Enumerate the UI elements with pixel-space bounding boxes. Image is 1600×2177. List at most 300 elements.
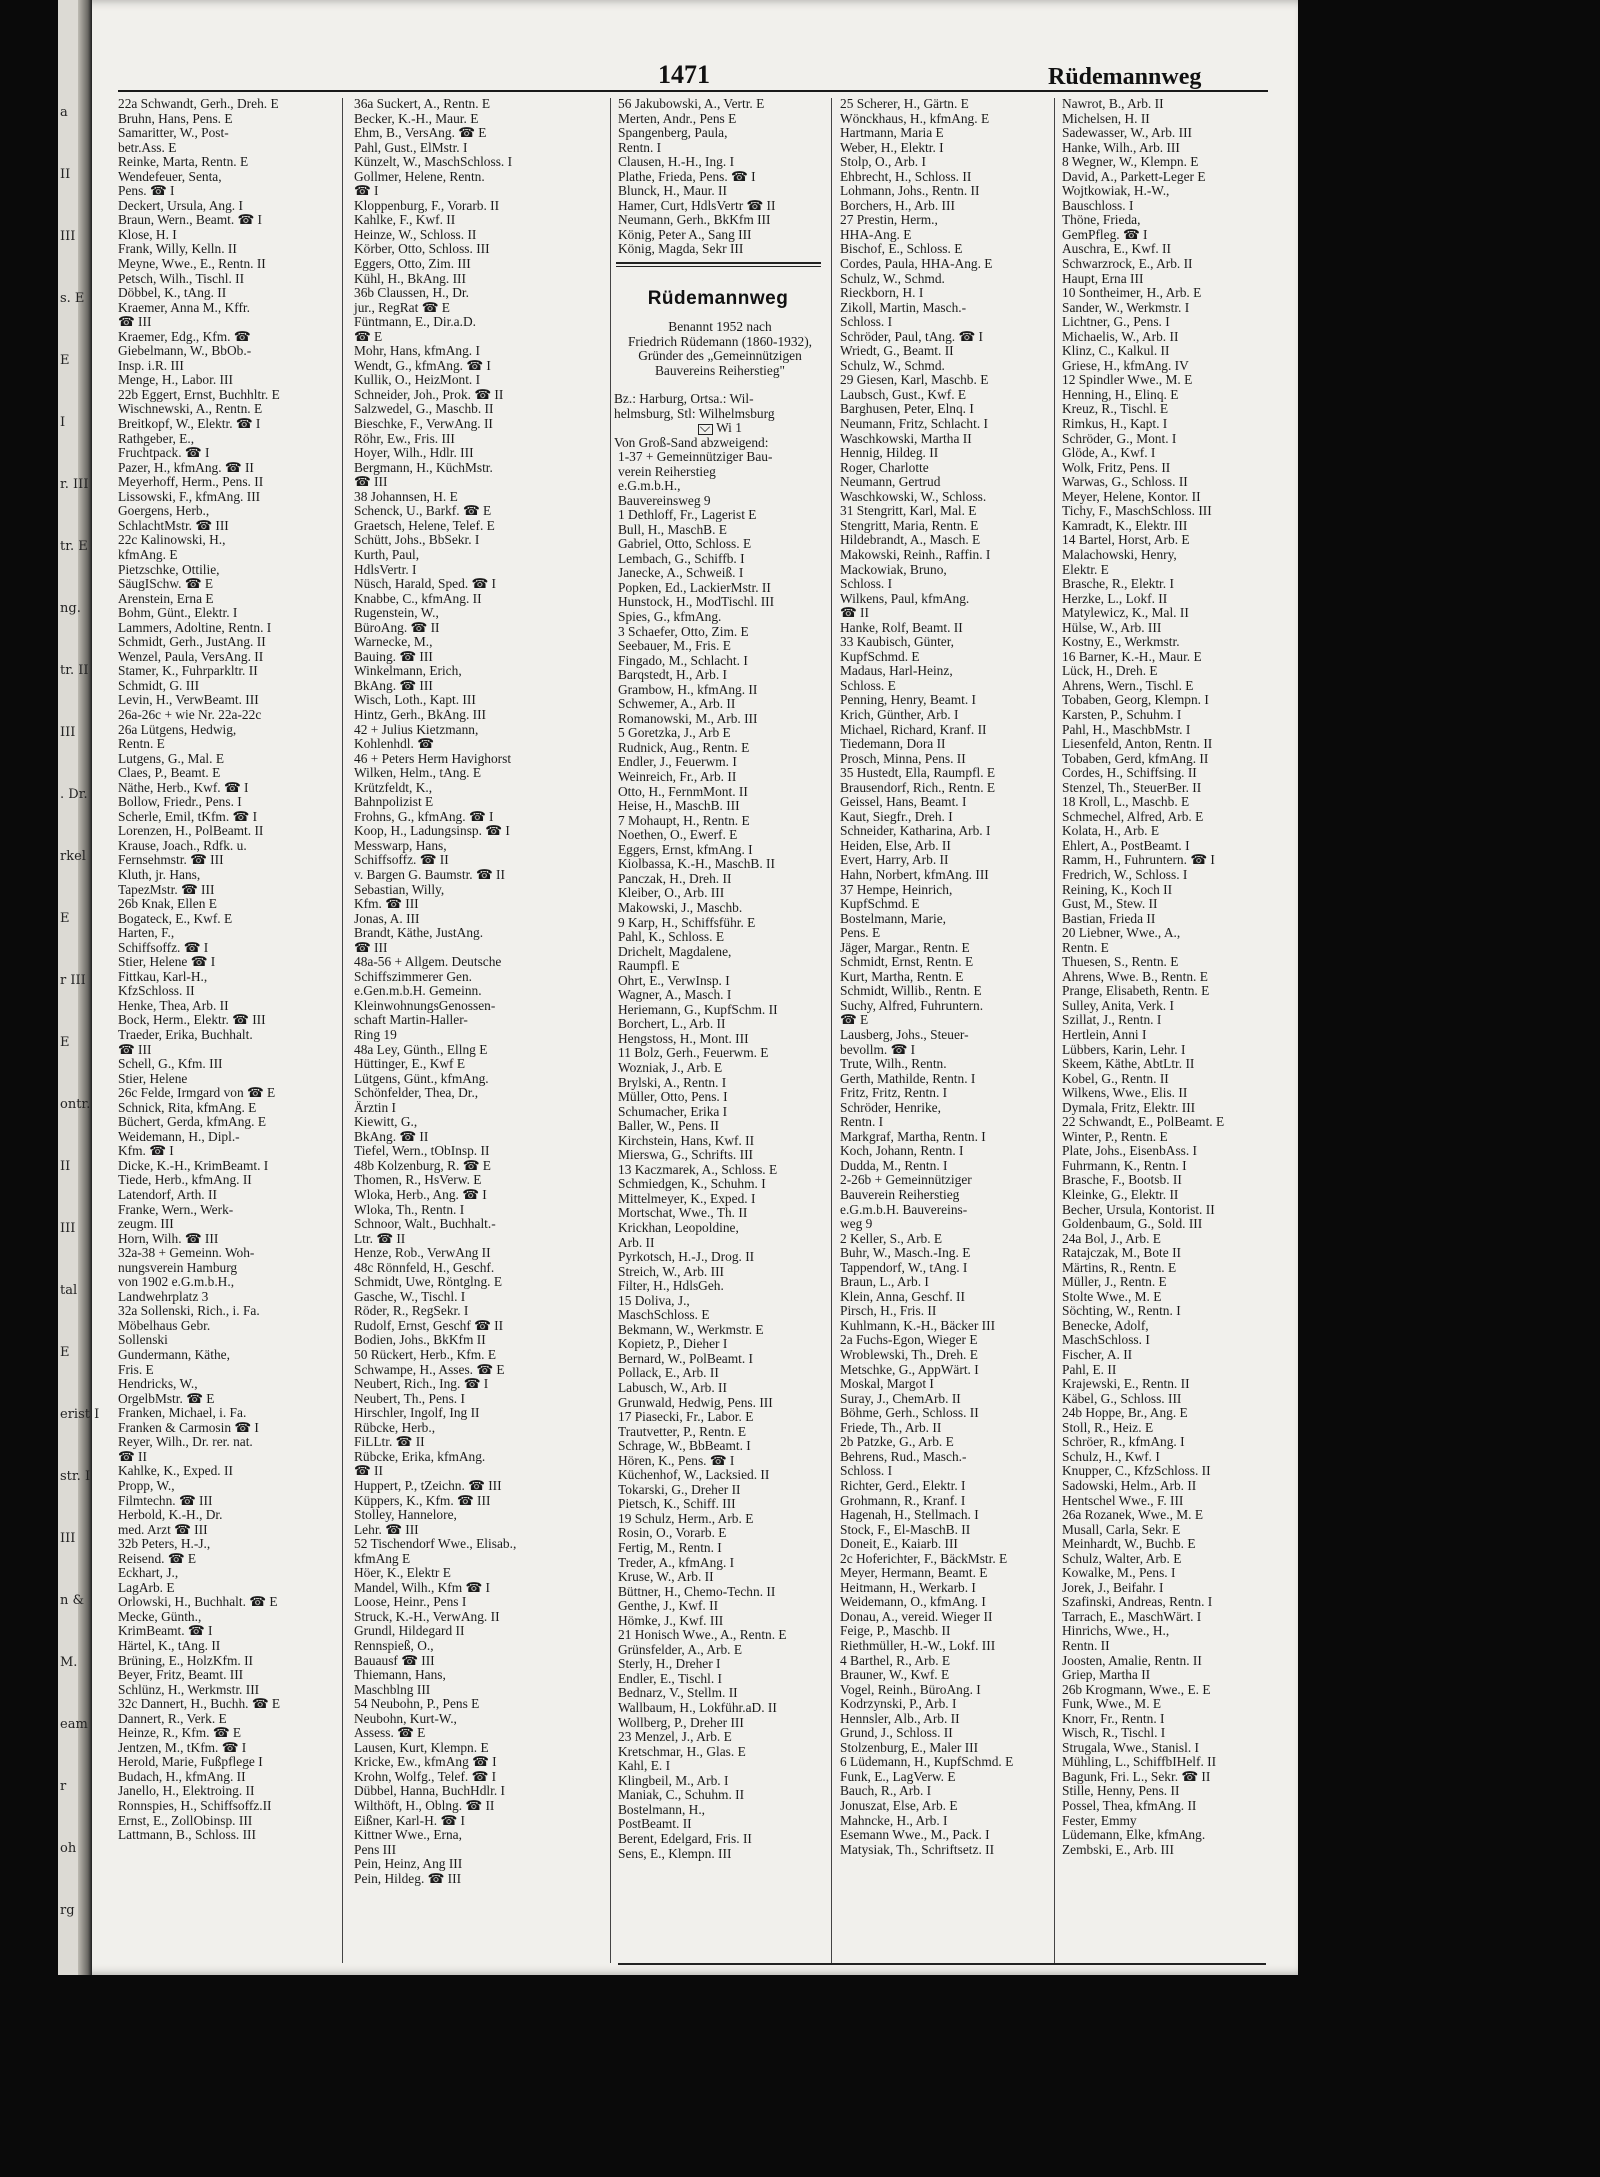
directory-entry: Kahlke, K., Exped. II (118, 1463, 233, 1479)
directory-entry: Stille, Henny, Pens. II (1062, 1783, 1180, 1799)
directory-entry: Kreuz, R., Tischl. E (1062, 401, 1169, 417)
directory-entry: Schiffszimmerer Gen. (354, 968, 472, 984)
directory-entry: Bock, Herm., Elektr. ☎ III (118, 1012, 266, 1028)
directory-entry: Nüsch, Harald, Sped. ☎ I (354, 576, 497, 592)
directory-entry: Thöne, Frieda, (1062, 212, 1141, 228)
directory-entry: Braun, L., Arb. I (840, 1274, 929, 1290)
directory-entry: e.G.m.b.H. Bauvereins- (840, 1201, 968, 1217)
street-info-line: helmsburg, Stl: Wilhelmsburg (614, 405, 775, 421)
street-intro-line: Benannt 1952 nach (668, 319, 772, 334)
directory-entry: Klingbeil, M., Arb. I (618, 1772, 729, 1788)
directory-entry: Arb. II (618, 1234, 655, 1250)
directory-entry: SäugISchw. ☎ E (118, 576, 214, 592)
directory-entry: Klein, Anna, Geschf. II (840, 1288, 965, 1304)
directory-entry: 17 Piasecki, Fr., Labor. E (618, 1409, 754, 1425)
directory-entry: Grambow, H., kfmAng. II (618, 681, 758, 697)
directory-entry: kfmAng. E (118, 546, 178, 562)
directory-entry: Buhr, W., Masch.-Ing. E (840, 1245, 971, 1261)
directory-entry: Samaritter, W., Post- (118, 125, 229, 141)
directory-entry: Seebauer, M., Fris. E (618, 638, 731, 654)
directory-entry: 48b Kolzenburg, R. ☎ E (354, 1157, 491, 1173)
directory-entry: Wloka, Herb., Ang. ☎ I (354, 1187, 487, 1203)
directory-entry: Härtel, K., tAng. II (118, 1637, 221, 1653)
directory-entry: Dübbel, Hanna, BuchHdlr. I (354, 1783, 505, 1799)
directory-entry: v. Bargen G. Baumstr. ☎ II (354, 866, 505, 882)
directory-entry: Heinze, W., Schloss. II (354, 226, 477, 242)
directory-entry: Kirchstein, Hans, Kwf. II (618, 1132, 755, 1148)
directory-entry: Giebelmann, W., BbOb.- (118, 343, 252, 359)
directory-entry: Hintz, Gerh., BkAng. III (354, 706, 487, 722)
directory-entry: Grundl, Hildegard II (354, 1623, 465, 1639)
directory-entry: 2b Patzke, G., Arb. E (840, 1434, 954, 1450)
directory-entry: Mecke, Günth., (118, 1608, 202, 1624)
directory-entry: König, Magda, Sekr III (618, 241, 744, 257)
directory-entry: Braun, Wern., Beamt. ☎ I (118, 212, 263, 228)
directory-entry: Schröder, Henrike, (840, 1099, 941, 1115)
directory-entry: Lichtner, G., Pens. I (1062, 314, 1170, 330)
directory-entry: Kolata, H., Arb. E (1062, 823, 1160, 839)
directory-entry: 38 Johannsen, H. E (354, 488, 458, 504)
directory-entry: Penning, Henry, Beamt. I (840, 692, 976, 708)
directory-entry: Schwarzrock, E., Arb. II (1062, 256, 1193, 272)
previous-page-fragment: a (60, 105, 68, 120)
previous-page-fragment: E (60, 911, 70, 926)
directory-entry: Bieschke, F., VerwAng. II (354, 416, 493, 432)
directory-entry: Lehr. ☎ III (354, 1521, 419, 1537)
directory-entry: Bogateck, E., Kwf. E (118, 910, 233, 926)
directory-entry: Benecke, Adolf, (1062, 1317, 1149, 1333)
directory-entry: Weinreich, Fr., Arb. II (618, 769, 737, 785)
directory-entry: Schloss. I (840, 314, 893, 330)
directory-entry: Zembski, E., Arb. III (1062, 1841, 1174, 1857)
directory-entry: Schröder, G., Mont. I (1062, 430, 1177, 446)
directory-entry: Schmiedgen, K., Schuhm. I (618, 1176, 766, 1192)
directory-entry: Feige, P., Maschb. II (840, 1623, 951, 1639)
directory-entry: Schnoor, Walt., Buchhalt.- (354, 1216, 496, 1232)
directory-entry: Struck, K.-H., VerwAng. II (354, 1608, 500, 1624)
directory-entry: 36a Suckert, A., Rentn. E (354, 96, 491, 111)
directory-entry: Meinhardt, W., Buchb. E (1062, 1536, 1196, 1552)
directory-entry: Schulz, W., Schmd. (840, 357, 945, 373)
directory-entry: Märtins, R., Rentn. E (1062, 1259, 1177, 1275)
previous-page-fragment: r (60, 1779, 67, 1794)
directory-entry: Janello, H., Elektroing. II (118, 1783, 255, 1799)
previous-page-fragment: n & (60, 1593, 85, 1608)
column-1 (118, 97, 328, 1843)
directory-entry: Tobaben, Georg, Klempn. I (1062, 692, 1209, 708)
directory-entry: Küppers, K., Kfm. ☎ III (354, 1492, 491, 1508)
street-intro-line: Friedrich Rüdemann (1860-1932), (627, 333, 813, 349)
directory-entry: Rentn. I (840, 1114, 884, 1130)
directory-entry: Kurt, Martha, Rentn. E (840, 968, 964, 984)
directory-entry: 20 Liebner, Wwe., A., (1062, 925, 1181, 941)
postal-district: Wi 1 (716, 420, 742, 436)
directory-entry: Lück, H., Dreh. E (1062, 663, 1158, 679)
directory-entry: Jorek, J., Beifahr. I (1062, 1579, 1164, 1595)
directory-entry: e.G.m.b.H., (618, 478, 681, 494)
directory-entry: Gerth, Mathilde, Rentn. I (840, 1070, 976, 1086)
directory-entry: zeugm. III (118, 1216, 174, 1232)
directory-entry: OrgelbMstr. ☎ E (118, 1390, 215, 1406)
directory-entry: Becker, K.-H., Maur. E (354, 110, 479, 126)
directory-entry: Hamer, Curt, HdlsVertr ☎ II (618, 197, 776, 213)
directory-entry: Rübcke, Erika, kfmAng. (354, 1448, 486, 1464)
directory-entry: Mackowiak, Bruno, (840, 561, 947, 577)
directory-entry: Mahncke, H., Arb. I (840, 1812, 948, 1828)
directory-entry: Wendt, G., kfmAng. ☎ I (354, 357, 491, 373)
directory-entry: Kluth, jr. Hans, (118, 866, 201, 882)
directory-entry: 1 Dethloff, Fr., Lagerist E (618, 507, 757, 523)
directory-entry: 35 Hustedt, Ella, Raumpfl. E (840, 765, 996, 781)
directory-entry: Ratajczak, M., Bote II (1062, 1245, 1181, 1261)
directory-entry: Noethen, O., Ewerf. E (618, 827, 738, 843)
directory-entry: Kfm. ☎ I (118, 1143, 174, 1159)
directory-entry: Richter, Gerd., Elektr. I (840, 1477, 966, 1493)
directory-entry: Knabbe, C., kfmAng. II (354, 590, 482, 606)
directory-entry: 21 Honisch Wwe., A., Rentn. E (618, 1627, 787, 1643)
directory-entry: Pazer, H., kfmAng. ☎ II (118, 459, 254, 475)
directory-entry: Pein, Hildeg. ☎ III (354, 1870, 462, 1886)
directory-entry: Koop, H., Ladungsinsp. ☎ I (354, 823, 510, 839)
directory-entry: Wolk, Fritz, Pens. II (1062, 459, 1171, 475)
directory-entry: Michaelis, W., Arb. II (1062, 328, 1179, 344)
directory-entry: Blunck, H., Maur. II (618, 183, 727, 199)
column-2 (354, 97, 602, 1886)
column-divider (1054, 98, 1055, 1963)
directory-entry: Wojtkowiak, H.-W., (1062, 183, 1170, 199)
directory-entry: 32a-38 + Gemeinn. Woh- (118, 1245, 255, 1261)
directory-entry: Brauner, W., Kwf. E (840, 1667, 950, 1683)
directory-entry: Kohlenhdl. ☎ (354, 736, 434, 752)
directory-entry: Wilkens, Wwe., Elis. II (1062, 1085, 1188, 1101)
directory-entry: Bagunk, Fri. L., Sekr. ☎ II (1062, 1768, 1211, 1784)
directory-entry: Pens III (354, 1841, 397, 1857)
directory-entry: David, A., Parkett-Leger E (1062, 168, 1206, 184)
directory-entry: Fritz, Fritz, Rentn. I (840, 1085, 948, 1101)
directory-entry: MaschSchloss. I (1062, 1332, 1150, 1348)
directory-entry: Müller, J., Rentn. E (1062, 1274, 1167, 1290)
column-5 (1062, 97, 1277, 1857)
directory-entry: Schmechel, Alfred, Arb. E (1062, 808, 1204, 824)
directory-entry: 25 Scherer, H., Gärtn. E (840, 96, 969, 111)
directory-entry: Müller, Otto, Pens. I (618, 1089, 728, 1105)
directory-entry: Thuesen, S., Rentn. E (1062, 954, 1179, 970)
directory-entry: 26a-26c + wie Nr. 22a-22c (118, 706, 262, 722)
directory-entry: Möbelhaus Gebr. (118, 1317, 211, 1333)
previous-page-fragment: s. E (60, 291, 85, 306)
directory-entry: Borchert, L., Arb. II (618, 1016, 726, 1032)
directory-entry: weg 9 (840, 1216, 873, 1232)
directory-entry: Maniak, C., Schuhm. II (618, 1787, 745, 1803)
directory-entry: 2c Hoferichter, F., BäckMstr. E (840, 1550, 1008, 1566)
directory-entry: Hoyer, Wilh., Hdlr. III (354, 445, 474, 461)
directory-entry: Panczak, H., Dreh. II (618, 870, 732, 886)
directory-entry: 32c Dannert, H., Buchh. ☎ E (118, 1696, 281, 1712)
directory-entry: Knupper, C., KfzSchloss. II (1062, 1463, 1211, 1479)
directory-entry: Suray, J., ChemArb. II (840, 1390, 961, 1406)
directory-entry: Lausberg, Johs., Steuer- (840, 1027, 969, 1042)
directory-entry: Rugenstein, W., (354, 605, 439, 621)
directory-entry: Krickhan, Leopoldine, (618, 1219, 739, 1235)
directory-entry: Gabriel, Otto, Schloss. E (618, 536, 752, 552)
street-intro (614, 320, 826, 378)
directory-entry: Neubert, Rich., Ing. ☎ I (354, 1376, 489, 1392)
directory-entry: ☎ II (840, 605, 869, 621)
directory-entry: Heinze, R., Kfm. ☎ E (118, 1725, 242, 1741)
directory-entry: Pahl, H., MaschbMstr. I (1062, 721, 1191, 737)
directory-entry: Breitkopf, W., Elektr. ☎ I (118, 416, 261, 432)
directory-entry: 27 Prestin, Herm., (840, 212, 938, 228)
directory-entry: 26a Lütgens, Hedwig, (118, 721, 237, 737)
directory-entry: Filter, H., HdlsGeh. (618, 1278, 724, 1294)
directory-entry: Barqstedt, H., Arb. I (618, 667, 727, 683)
directory-entry: 24a Bol, J., Arb. E (1062, 1230, 1161, 1246)
directory-entry: Reinke, Marta, Rentn. E (118, 154, 249, 170)
header-rule (118, 90, 1268, 92)
directory-entry: Assess. ☎ E (354, 1725, 426, 1741)
directory-entry: Maschblng III (354, 1681, 431, 1697)
directory-entry: MaschSchloss. E (618, 1307, 710, 1323)
directory-entry: 3 Schaefer, Otto, Zim. E (618, 623, 749, 639)
directory-entry: Bostelmann, H., (618, 1801, 706, 1817)
directory-entry: KupfSchmd. E (840, 648, 920, 664)
directory-entry: Fuhrmann, K., Rentn. I (1062, 1157, 1187, 1173)
previous-page-fragment: tr. II (60, 663, 89, 678)
previous-page-fragment: r III (60, 973, 86, 988)
directory-entry: KupfSchmd. E (840, 896, 920, 912)
directory-entry: Possel, Thea, kfmAng. II (1062, 1797, 1197, 1813)
directory-entry: Szillat, J., Rentn. I (1062, 1012, 1162, 1028)
directory-entry: Rimkus, H., Kapt. I (1062, 416, 1168, 432)
directory-entry: TapezMstr. ☎ III (118, 881, 215, 897)
directory-entry: Stolzenburg, E., Maler III (840, 1739, 979, 1755)
directory-entry: Hendricks, W., (118, 1376, 198, 1392)
directory-entry: Liesenfeld, Anton, Rentn. II (1062, 736, 1213, 752)
directory-entry: 26b Knak, Ellen E (118, 896, 217, 912)
directory-entry: Jonas, A. III (354, 910, 420, 926)
directory-entry: Meyer, Helene, Kontor. II (1062, 488, 1201, 504)
directory-entry: 26c Felde, Irmgard von ☎ E (118, 1085, 276, 1101)
directory-entry: 22a Schwandt, Gerh., Dreh. E (118, 96, 279, 111)
directory-entry: Thiemann, Hans, (354, 1667, 446, 1683)
directory-entry: Söchting, W., Rentn. I (1062, 1303, 1181, 1319)
previous-page-fragment: III (60, 229, 76, 244)
directory-entry: Sadewasser, W., Arb. III (1062, 125, 1192, 141)
directory-entry: Bauverein Reiherstieg (840, 1187, 960, 1203)
previous-page-fragment: erist I (60, 1407, 100, 1422)
bottom-rule (618, 1963, 1266, 1965)
directory-entry: Hahn, Norbert, kfmAng. III (840, 866, 989, 882)
directory-entry: Rentn. E (118, 736, 165, 752)
directory-entry: Spangenberg, Paula, (618, 125, 728, 141)
directory-entry: Fernsehmstr. ☎ III (118, 852, 224, 868)
directory-entry: Wisch, R., Tischl. I (1062, 1725, 1166, 1741)
directory-entry: kfmAng E (354, 1550, 411, 1566)
directory-entry: Fredrich, W., Schloss. I (1062, 866, 1188, 882)
directory-entry: Fester, Emmy (1062, 1812, 1137, 1828)
directory-entry: Gollmer, Helene, Rentn. (354, 168, 485, 184)
directory-entry: Schell, G., Kfm. III (118, 1056, 223, 1072)
directory-entry: Wloka, Th., Rentn. I (354, 1201, 465, 1217)
directory-entry: Trautvetter, P., Rentn. E (618, 1423, 747, 1439)
directory-entry: Ehbrecht, H., Schloss. II (840, 168, 972, 184)
directory-entry: Funk, E., LagVerw. E (840, 1768, 956, 1784)
directory-entry: Wroblewski, Th., Dreh. E (840, 1347, 978, 1363)
street-intro-line: Gründer des „Gemeinnützigen (638, 348, 802, 364)
directory-entry: Sebastian, Willy, (354, 881, 445, 897)
column-4 (840, 97, 1048, 1857)
directory-entry: Prosch, Minna, Pens. II (840, 750, 966, 766)
directory-entry: Schumacher, Erika I (618, 1103, 728, 1119)
directory-entry: Karsten, P., Schuhm. I (1062, 706, 1182, 722)
directory-entry: Ramm, H., Fuhruntern. ☎ I (1062, 852, 1215, 868)
directory-entry: Cordes, Paula, HHA-Ang. E (840, 256, 993, 272)
directory-entry: Schwemer, A., Arb. II (618, 696, 736, 712)
directory-entry: 19 Schulz, Herm., Arb. E (618, 1510, 754, 1526)
directory-entry: Frank, Willy, Kelln. II (118, 241, 237, 257)
directory-entry: Hinrichs, Wwe., H., (1062, 1623, 1170, 1639)
previous-page-fragment: ontr. (60, 1097, 91, 1112)
previous-page-fragment: II (60, 167, 71, 182)
directory-entry: Menge, H., Labor. III (118, 372, 233, 388)
directory-entry: Schneider, Katharina, Arb. I (840, 823, 991, 839)
directory-entry: ☎ I (354, 183, 379, 199)
directory-entry: Lembach, G., Schiffb. I (618, 550, 745, 566)
directory-entry: Sander, W., Werkmstr. I (1062, 299, 1190, 315)
directory-entry: GemPfleg. ☎ I (1062, 226, 1148, 242)
directory-entry: Metschke, G., AppWärt. I (840, 1361, 979, 1377)
directory-entry: Dudda, M., Rentn. I (840, 1157, 948, 1173)
directory-entry: 7 Mohaupt, H., Rentn. E (618, 812, 750, 828)
directory-entry: Hennsler, Alb., Arb. II (840, 1710, 960, 1726)
directory-entry: Heise, H., MaschB. III (618, 798, 740, 814)
directory-entry: Insp. i.R. III (118, 357, 184, 373)
directory-entry: Lissowski, F., kfmAng. III (118, 488, 261, 504)
directory-entry: Hören, K., Pens. ☎ I (618, 1452, 735, 1468)
directory-entry: Warnecke, M., (354, 634, 433, 650)
directory-entry: 32b Peters, H.-J., (118, 1536, 211, 1552)
directory-entry: Bednarz, V., Stellm. II (618, 1685, 738, 1701)
directory-entry: Wönckhaus, H., kfmAng. E (840, 110, 990, 126)
directory-entry: Lütgens, Günt., kfmAng. (354, 1070, 489, 1086)
directory-entry: Plate, Johs., EisenbAss. I (1062, 1143, 1198, 1159)
directory-entry: Bodien, Johs., BkKfm II (354, 1332, 486, 1348)
directory-entry: SchlachtMstr. ☎ III (118, 517, 229, 533)
directory-entry: 10 Sontheimer, H., Arb. E (1062, 285, 1202, 301)
directory-entry: Lattmann, B., Schloss. III (118, 1827, 256, 1843)
directory-entry: Moskal, Margot I (840, 1376, 934, 1392)
directory-entry: Weber, H., Elektr. I (840, 139, 944, 155)
directory-entry: Lohmann, Johs., Rentn. II (840, 183, 980, 199)
directory-entry: ☎ III (118, 1041, 152, 1057)
directory-entry: Büttner, H., Chemo-Techn. II (618, 1583, 776, 1599)
directory-entry: Baller, W., Pens. II (618, 1118, 719, 1134)
street-intro-line: Bauvereins Reiherstieg" (654, 362, 786, 378)
directory-entry: Scherle, Emil, tKfm. ☎ I (118, 808, 258, 824)
directory-entry: Rathgeber, E., (118, 430, 195, 446)
directory-entry: Ärztin I (354, 1099, 397, 1115)
running-head: Rüdemannweg (1048, 64, 1202, 90)
directory-entry: Bull, H., MaschB. E (618, 521, 727, 537)
directory-entry: Matylewicz, K., Mal. II (1062, 605, 1189, 621)
directory-entry: Sterly, H., Dreher I (618, 1656, 721, 1672)
directory-entry: König, Peter A., Sang III (618, 226, 752, 242)
street-info (614, 392, 826, 450)
directory-entry: Markgraf, Martha, Rentn. I (840, 1128, 986, 1144)
directory-entry: Fruchtpack. ☎ I (118, 445, 210, 461)
directory-entry: Bruhn, Hans, Pens. E (118, 110, 233, 126)
directory-entry: Röhr, Ew., Fris. III (354, 430, 455, 446)
directory-entry: 24b Hoppe, Br., Ang. E (1062, 1405, 1188, 1421)
directory-entry: Plathe, Frieda, Pens. ☎ I (618, 168, 756, 184)
directory-entry: Knorr, Fr., Rentn. I (1062, 1710, 1165, 1726)
directory-entry: Merten, Andr., Pens E (618, 110, 737, 126)
directory-entry: Käbel, G., Schloss. III (1062, 1390, 1182, 1406)
street-info-line: Von Groß-Sand abzweigend: (614, 434, 769, 450)
directory-entry: Henze, Rob., VerwAng II (354, 1245, 491, 1261)
directory-entry: Madaus, Harl-Heinz, (840, 663, 953, 679)
directory-entry: Kraemer, Edg., Kfm. ☎ (118, 328, 251, 344)
directory-entry: Kühl, H., BkAng. III (354, 270, 466, 286)
directory-entry: Wenzel, Paula, VersAng. II (118, 648, 264, 664)
directory-entry: Kostny, E., Werkmstr. (1062, 634, 1180, 650)
directory-entry: Tiedemann, Dora II (840, 736, 946, 752)
directory-entry: Fingado, M., Schlacht. I (618, 652, 748, 668)
directory-entry: Beyer, Fritz, Beamt. III (118, 1667, 244, 1683)
directory-entry: ☎ II (118, 1448, 147, 1464)
directory-entry: Hunstock, H., ModTischl. III (618, 594, 775, 610)
directory-entry: Bergmann, H., KüchMstr. (354, 459, 493, 475)
previous-page-fragment: eam (60, 1717, 88, 1732)
directory-entry: Tappendorf, W., tAng. I (840, 1259, 968, 1275)
directory-entry: 16 Barner, K.-H., Maur. E (1062, 648, 1202, 664)
directory-entry: Pyrkotsch, H.-J., Drog. II (618, 1249, 755, 1265)
directory-entry: 54 Neubohn, P., Pens E (354, 1696, 480, 1712)
directory-entry: Meyer, Hermann, Beamt. E (840, 1565, 988, 1581)
directory-entry: Griep, Martha II (1062, 1667, 1151, 1683)
previous-page-fragment: tal (60, 1283, 78, 1298)
directory-entry: Ring 19 (354, 1027, 397, 1042)
directory-entry: 32a Sollenski, Rich., i. Fa. (118, 1303, 260, 1319)
directory-entry: Stock, F., El-MaschB. II (840, 1521, 971, 1537)
column-3-top (618, 97, 823, 257)
directory-entry: Höer, K., Elektr E (354, 1565, 451, 1581)
directory-entry: Dicke, K.-H., KrimBeamt. I (118, 1157, 269, 1173)
directory-entry: 36b Claussen, H., Dr. (354, 285, 469, 301)
directory-entry: Schrage, W., BbBeamt. I (618, 1438, 751, 1454)
directory-entry: Endler, J., Feuerwm. I (618, 754, 737, 770)
previous-page-fragment: rg (60, 1903, 75, 1918)
directory-entry: Hennig, Hildeg. II (840, 445, 939, 461)
directory-entry: Mortschat, Wwe., Th. II (618, 1205, 748, 1221)
directory-entry: Mandel, Wilh., Kfm ☎ I (354, 1579, 491, 1595)
directory-entry: Reining, K., Koch II (1062, 881, 1173, 897)
directory-entry: Herzke, L., Lokf. II (1062, 590, 1168, 606)
directory-entry: betr.Ass. E (118, 139, 177, 155)
directory-entry: 42 + Julius Kietzmann, (354, 721, 479, 737)
directory-entry: Stolte Wwe., M. E (1062, 1288, 1162, 1304)
directory-entry: Goldenbaum, G., Sold. III (1062, 1216, 1203, 1232)
directory-entry: Ohrt, E., VerwInsp. I (618, 972, 730, 988)
directory-entry: Makowski, J., Maschb. (618, 899, 743, 915)
directory-entry: Hüttinger, E., Kwf E (354, 1056, 466, 1072)
directory-entry: bevollm. ☎ I (840, 1041, 916, 1057)
directory-entry: Wischnewski, A., Rentn. E (118, 401, 263, 417)
directory-entry: Weidemann, O., kfmAng. I (840, 1594, 986, 1610)
directory-entry: Mierswa, G., Schrifts. III (618, 1147, 753, 1163)
directory-entry: Schmidt, G. III (118, 677, 200, 693)
directory-entry: HHA-Ang. E (840, 226, 912, 242)
